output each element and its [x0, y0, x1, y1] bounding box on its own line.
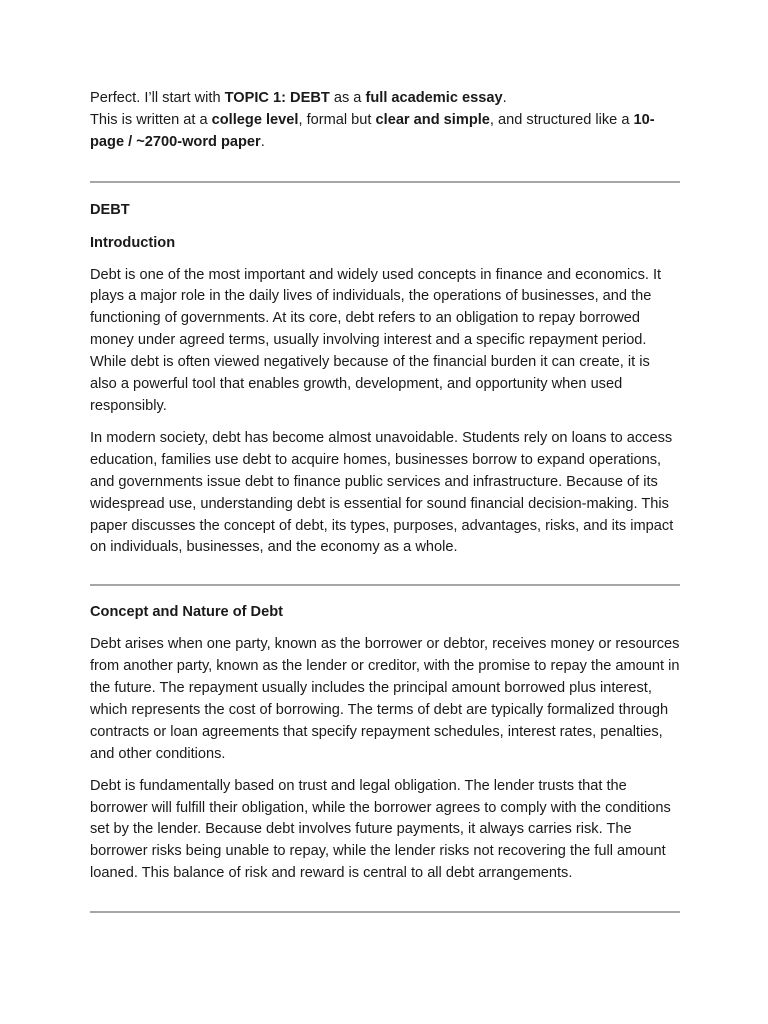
concept-heading: Concept and Nature of Debt	[90, 604, 283, 621]
bold-text-run: college level	[211, 111, 299, 128]
concept-paragraph: Debt is fundamentally based on trust and legal obligation. The lender trusts that the borrower will fulfill their obligation, while the borrower agrees to comply with the conditions set by the lender. Because debt involves future payments, it always carries risk. The borrower risks being unable to repay, while the lender risks not recovering the full amount loaned. This balance of risk and reward is central to all debt arrangements.	[90, 777, 671, 882]
document-page	[90, 88, 680, 913]
divider	[90, 181, 680, 183]
text-run: .	[260, 133, 265, 150]
concept-paragraph: Debt arises when one party, known as the borrower or debtor, receives money or resources from another party, known as the lender or creditor, with the promise to repay the amount in the future. The repayment usually includes the principal amount borrowed plus interest, which represents the cost of borrowing. The terms of debt are typically formalized through contracts or loan agreements that specify repayment schedules, interest rates, penalties, and other conditions.	[90, 636, 680, 762]
text-run: , and structured like a	[489, 111, 634, 128]
concept-section	[90, 602, 680, 885]
text-run: This is written at a	[90, 111, 212, 128]
text-run: , formal but	[298, 111, 376, 128]
introduction-paragraph: Debt is one of the most important and widely used concepts in finance and economics. It plays a major role in the daily lives of individuals, the operations of businesses, and the functioning of governments. At its core, debt refers to an obligation to repay borrowed money under agreed terms, usually involving interest and a specific repayment period. While debt is often viewed negatively because of the financial burden it can create, it is also a powerful tool that enables growth, development, and opportunity when used responsibly.	[90, 266, 662, 414]
essay-title: DEBT	[90, 201, 130, 218]
intro-line-1	[90, 88, 680, 110]
bold-text-run: clear and simple	[375, 111, 490, 128]
intro-line-2	[90, 110, 680, 154]
introduction-heading: Introduction	[90, 234, 176, 251]
divider	[90, 911, 680, 913]
text-run: as a	[329, 90, 366, 106]
introduction-paragraph: In modern society, debt has become almost unavoidable. Students rely on loans to access education, families use debt to acquire homes, businesses borrow to expand operations, and governments issue debt to finance public services and infrastructure. Because of its widespread use, understanding debt is essential for sound financial decision-making. This paper discusses the concept of debt, its types, purposes, advantages, risks, and its impact on individuals, businesses, and the economy as a whole.	[90, 429, 674, 556]
text-run: .	[502, 90, 507, 106]
divider	[90, 584, 680, 586]
text-run: Perfect. I’ll start with	[90, 90, 225, 106]
bold-text-run: 10-page / ~2700-word paper	[90, 111, 655, 150]
intro-block	[90, 88, 680, 154]
bold-text-run: TOPIC 1: DEBT	[224, 90, 330, 106]
introduction-section	[90, 200, 680, 560]
bold-text-run: full academic essay	[365, 90, 503, 106]
